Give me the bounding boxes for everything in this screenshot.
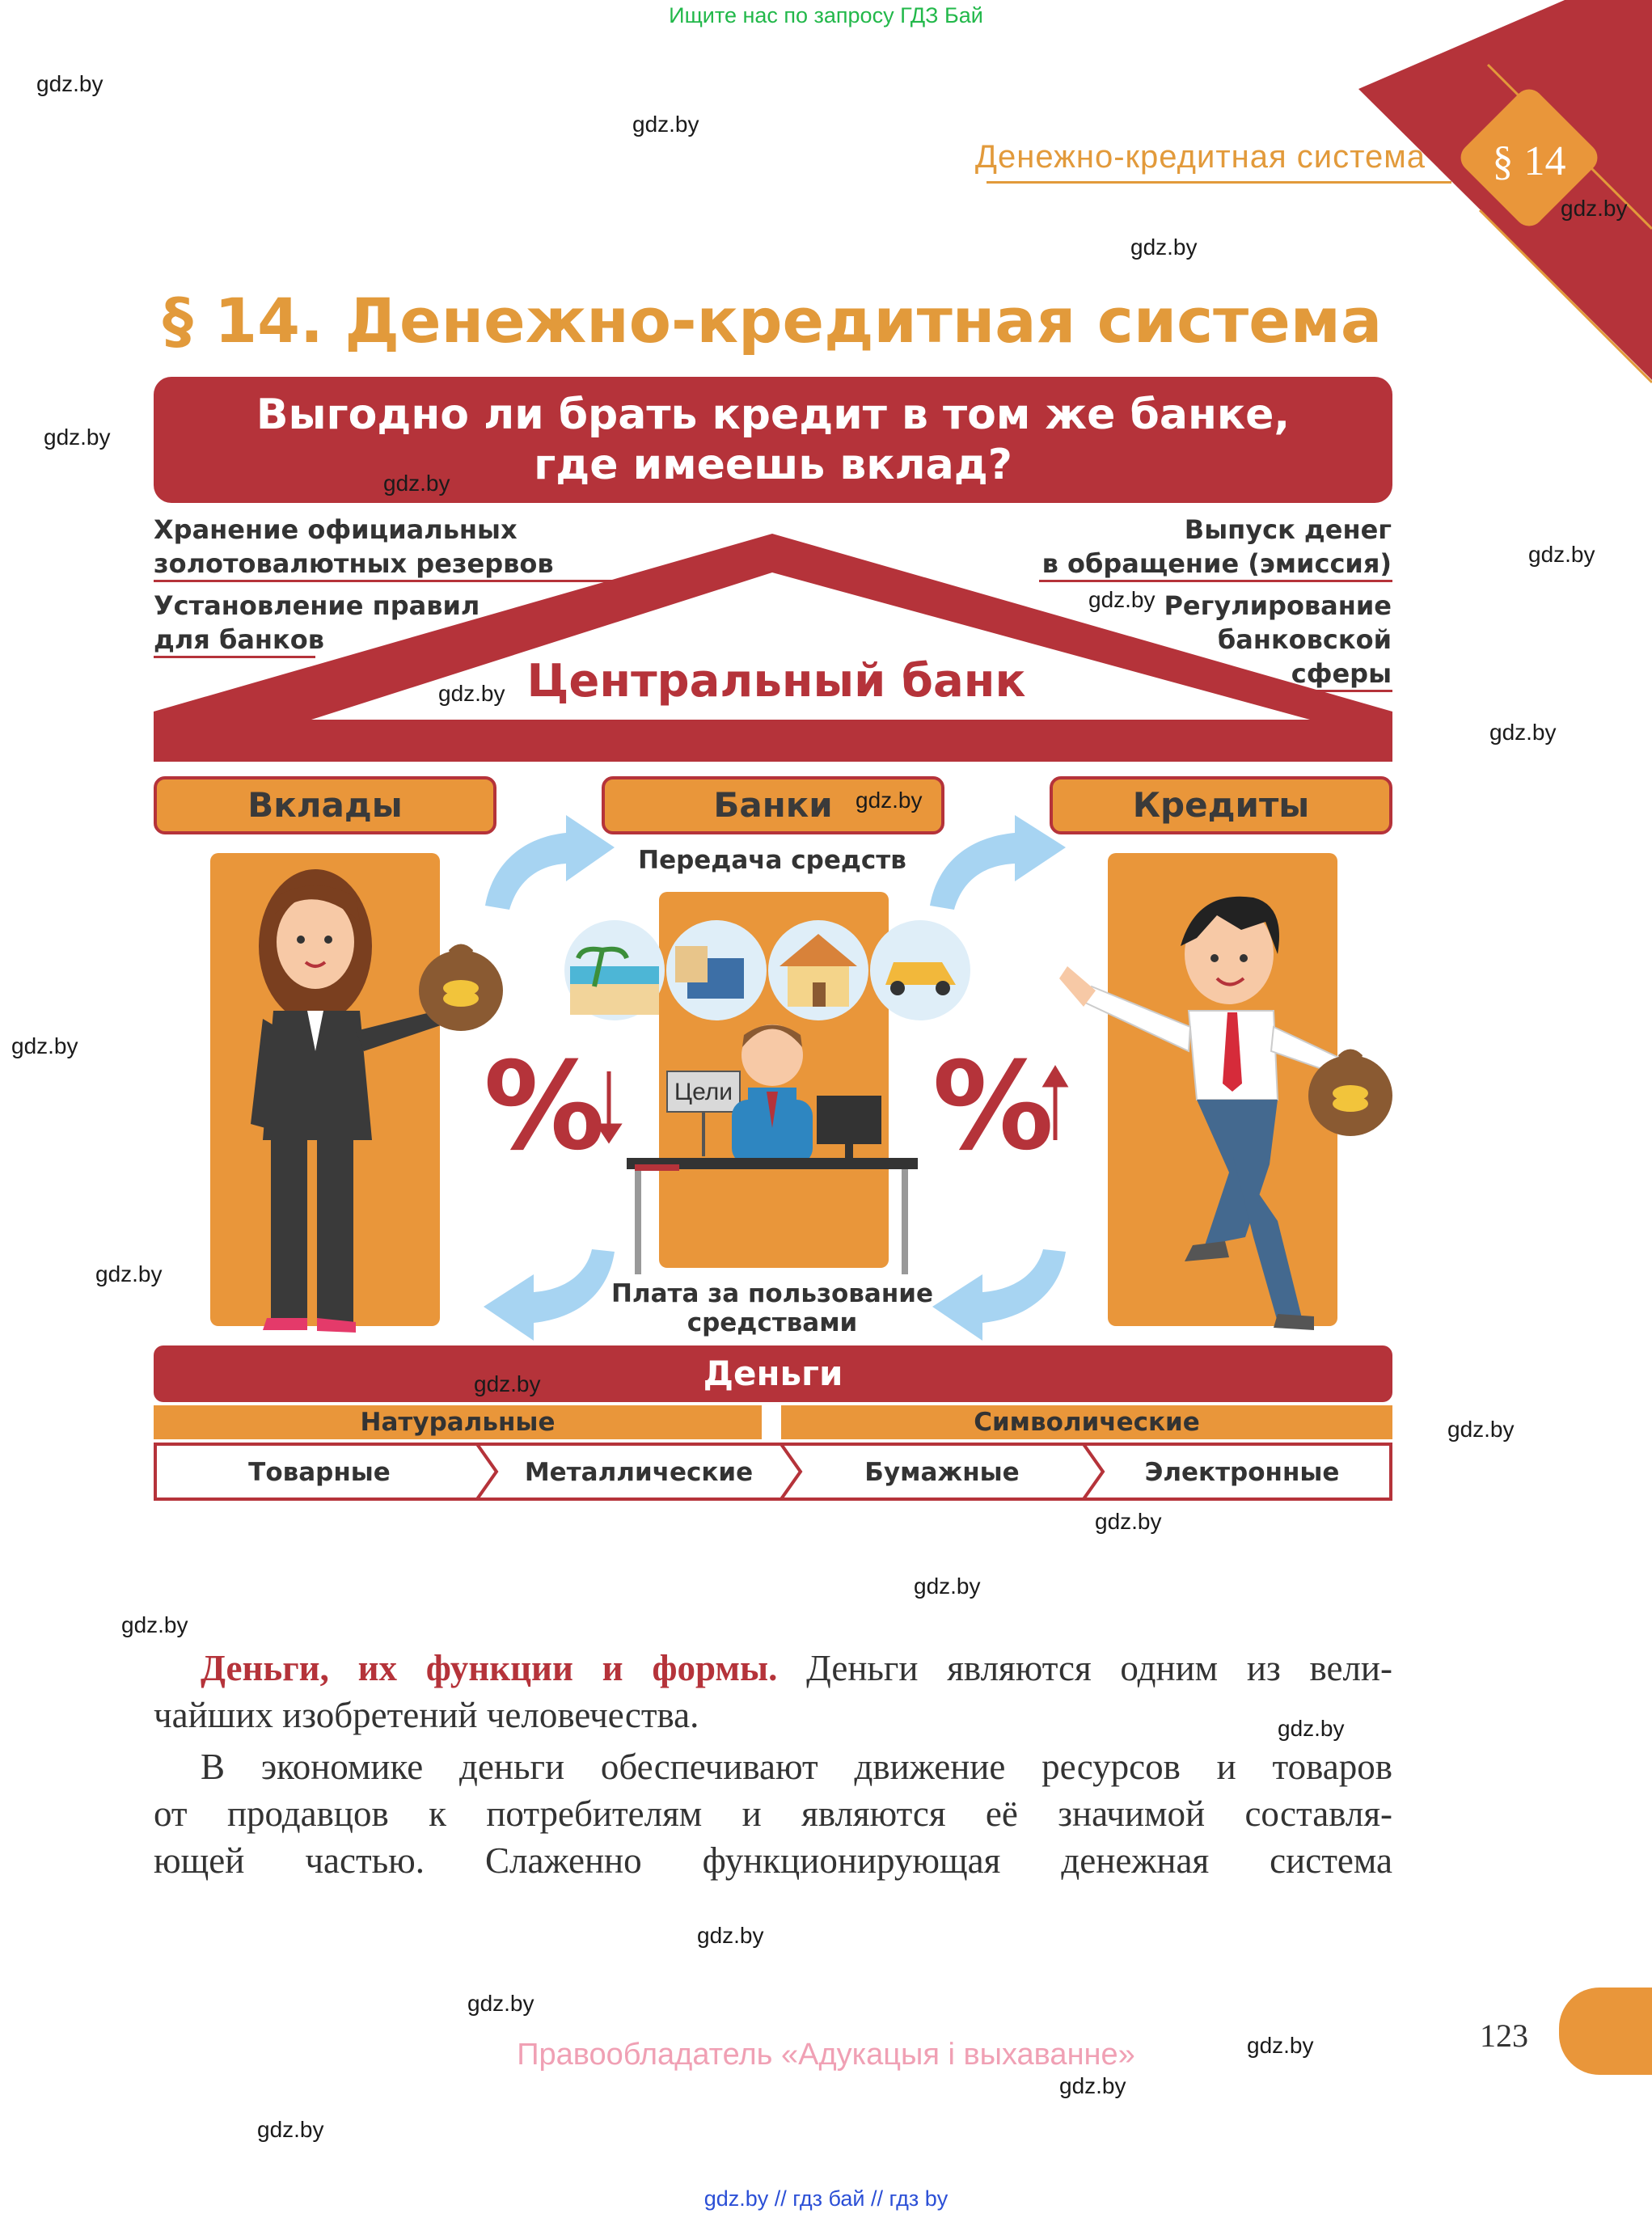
body-paragraph-2-line-3: ющей частью. Слаженно функционирующая денежная система xyxy=(154,1840,1392,1881)
section-running-title: Денежно-кредитная система xyxy=(974,139,1426,175)
vacation-goal-icon xyxy=(564,920,665,1020)
flow-payment-line-1: Плата за пользование xyxy=(611,1279,933,1308)
flow-transfer-label: Передача средств xyxy=(638,846,906,875)
watermark: gdz.by xyxy=(1095,1509,1162,1534)
money-form-metallic: Металлические xyxy=(524,1458,754,1487)
function-regulation-line-2: банковской xyxy=(1217,624,1392,655)
function-emission-line-1: Выпуск денег xyxy=(1184,514,1392,545)
watermark: gdz.by xyxy=(856,788,923,813)
watermark: gdz.by xyxy=(1088,587,1156,612)
watermark: gdz.by xyxy=(697,1923,764,1948)
tab-deposits: Вклады xyxy=(154,776,496,834)
tab-banks: Банки xyxy=(602,776,944,834)
household-goal-icon xyxy=(666,920,767,1020)
watermark: gdz.by xyxy=(257,2117,324,2142)
bank-worker-illustration xyxy=(558,914,995,1286)
function-bank-rules-line-2: для банков xyxy=(154,624,324,655)
function-reserves-line-2: золотовалютных резервов xyxy=(154,548,554,579)
body-paragraph-2-line-1: В экономике деньги обеспечивают движение ресурсов и товаров xyxy=(201,1747,1392,1787)
house-goal-icon xyxy=(768,920,868,1020)
function-reserves-line-1: Хранение официальных xyxy=(154,514,518,545)
watermark: gdz.by xyxy=(914,1574,981,1599)
money-title-bar: Деньги xyxy=(154,1345,1392,1402)
section-badge-label: § 14 xyxy=(1492,138,1566,184)
function-bank-rules-line-1: Установление правил xyxy=(154,590,480,621)
money-forms-chevrons xyxy=(154,1443,1394,1501)
body-paragraph-1-line-1 xyxy=(154,1645,1392,1692)
watermark: gdz.by xyxy=(1489,720,1557,745)
watermark: gdz.by xyxy=(1561,196,1628,221)
flow-payment-label xyxy=(566,1279,978,1337)
watermark: gdz.by xyxy=(1059,2073,1126,2098)
borrower-man-illustration xyxy=(1035,865,1407,1334)
question-line-1: Выгодно ли брать кредит в том же банке, xyxy=(256,391,1291,439)
car-goal-icon xyxy=(870,920,970,1020)
central-bank-label: Центральный банк xyxy=(526,655,1026,708)
body-paragraph-1 xyxy=(154,1645,1392,1738)
function-regulation-line-3: сферы xyxy=(1291,658,1392,689)
function-regulation-line-1: Регулирование xyxy=(1164,590,1392,621)
depositor-woman-illustration xyxy=(226,849,518,1334)
money-form-electronic: Электронные xyxy=(1144,1458,1340,1487)
footer-links[interactable]: gdz.by // гдз бай // гдз by xyxy=(703,2186,949,2211)
watermark: gdz.by xyxy=(1247,2033,1314,2058)
body-paragraph-2 xyxy=(154,1743,1392,1884)
watermark: gdz.by xyxy=(11,1033,78,1058)
flow-payment-line-2: средствами xyxy=(687,1308,858,1337)
body-paragraph-1-rest: Деньги являются одним из вели- xyxy=(777,1648,1392,1688)
watermark: gdz.by xyxy=(467,1991,534,2016)
watermark: gdz.by xyxy=(1447,1417,1515,1442)
watermark: gdz.by xyxy=(1130,234,1198,260)
goals-sign: Цели xyxy=(674,1079,733,1105)
deposit-percent-sign: % xyxy=(484,1037,606,1177)
money-form-paper: Бумажные xyxy=(864,1458,1020,1487)
money-symbolic-category: Символические xyxy=(781,1405,1392,1439)
watermark: gdz.by xyxy=(438,681,505,706)
watermark: gdz.by xyxy=(95,1261,163,1286)
chapter-title: § 14. Денежно-кредитная система xyxy=(162,285,1383,357)
watermark: gdz.by xyxy=(121,1612,188,1637)
body-paragraph-1-line-2: чайших изобретений человечества. xyxy=(154,1695,699,1735)
page-number: 123 xyxy=(1480,2017,1528,2054)
watermark: gdz.by xyxy=(383,471,450,496)
tab-credits: Кредиты xyxy=(1050,776,1392,834)
watermark: gdz.by xyxy=(36,71,104,96)
body-paragraph-2-line-2: от продавцов к потребителям и являются её значимой составля- xyxy=(154,1793,1392,1834)
subheading-money-functions: Деньги, их функции и формы. xyxy=(201,1648,778,1688)
money-form-commodity: Товарные xyxy=(248,1458,391,1487)
watermark: gdz.by xyxy=(1278,1716,1345,1741)
watermark: gdz.by xyxy=(1528,542,1595,567)
watermark: gdz.by xyxy=(474,1371,541,1396)
search-hint: Ищите нас по запросу ГДЗ Бай xyxy=(669,3,983,27)
copyright-holder: Правообладатель «Адукацыя і выхаванне» xyxy=(517,2038,1135,2072)
function-emission-line-2: в обращение (эмиссия) xyxy=(1041,548,1392,579)
watermark: gdz.by xyxy=(632,112,699,137)
money-natural-category: Натуральные xyxy=(154,1405,762,1439)
credit-percent-sign: % xyxy=(932,1037,1054,1177)
watermark: gdz.by xyxy=(44,425,111,450)
question-line-2: где имеешь вклад? xyxy=(534,441,1012,489)
